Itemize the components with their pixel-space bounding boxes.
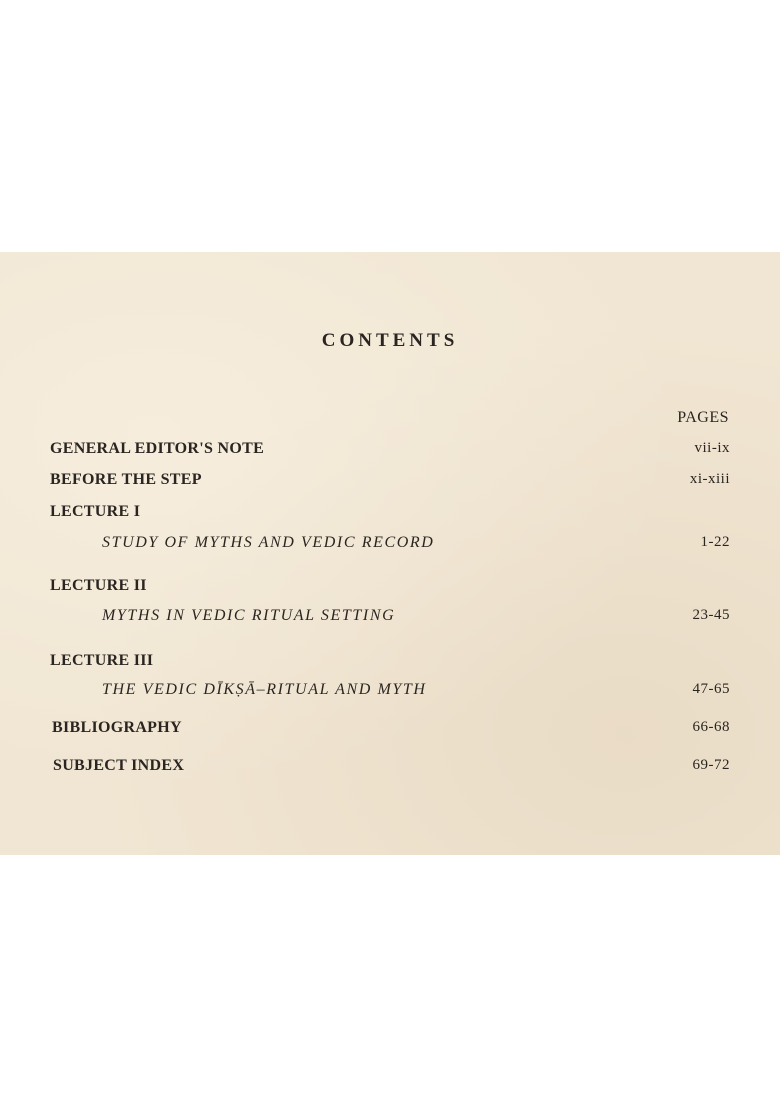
- contents-page: [0, 252, 780, 855]
- toc-entry-pages: 1-22: [700, 534, 730, 550]
- toc-subentry-label: STUDY OF MYTHS AND VEDIC RECORD: [102, 534, 435, 551]
- toc-entry: [0, 757, 780, 781]
- pages-column-header: PAGES: [677, 409, 729, 426]
- page-title: CONTENTS: [321, 330, 459, 351]
- toc-entry: [0, 652, 780, 676]
- toc-subentry-label: MYTHS IN VEDIC RITUAL SETTING: [102, 607, 396, 624]
- toc-entry: [0, 471, 780, 495]
- toc-entry-pages: vii-ix: [694, 440, 730, 456]
- toc-entry-label: BIBLIOGRAPHY: [52, 719, 182, 736]
- toc-subentry: [0, 534, 780, 558]
- toc-entry-label: SUBJECT INDEX: [53, 757, 185, 774]
- toc-subentry-label: THE VEDIC DĪKṢĀ–RITUAL AND MYTH: [102, 681, 427, 698]
- toc-entry-pages: 66-68: [692, 719, 730, 735]
- toc-entry-pages: 47-65: [692, 681, 730, 697]
- toc-entry-pages: 69-72: [692, 757, 730, 773]
- toc-subentry: [0, 607, 780, 631]
- toc-entry-pages: 23-45: [692, 607, 730, 623]
- toc-entry-label: LECTURE III: [50, 652, 154, 669]
- toc-entry-label: BEFORE THE STEP: [50, 471, 202, 488]
- toc-entry-pages: xi-xiii: [689, 471, 730, 487]
- toc-entry: [0, 440, 780, 464]
- toc-entry: [0, 577, 780, 601]
- toc-entry: [0, 503, 780, 527]
- toc-entry-label: LECTURE I: [50, 503, 141, 520]
- toc-entry-label: GENERAL EDITOR'S NOTE: [50, 440, 265, 457]
- toc-entry: [0, 719, 780, 743]
- toc-subentry: [0, 681, 780, 705]
- toc-entry-label: LECTURE II: [50, 577, 147, 594]
